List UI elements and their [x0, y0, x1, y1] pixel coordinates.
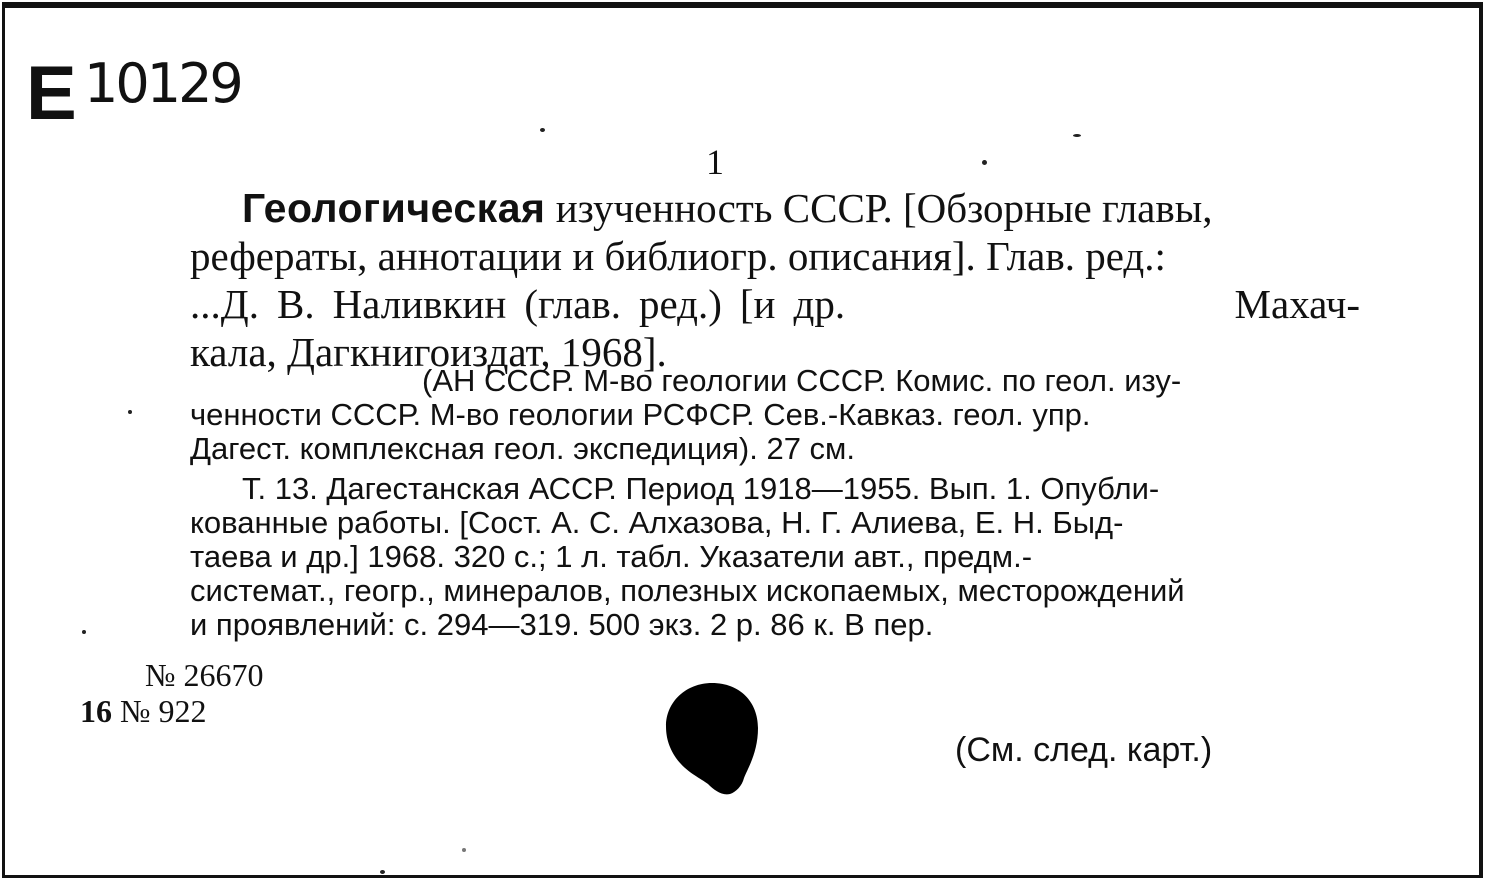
- volume-description: [190, 472, 1360, 642]
- title-word: Наливкин: [332, 281, 507, 327]
- title-word: аннотации: [377, 233, 563, 279]
- title-line: [190, 232, 1360, 280]
- title-word: главы,: [1101, 185, 1213, 231]
- title-word: ред.): [638, 281, 722, 327]
- speck: [128, 410, 132, 414]
- title-word: Глав.: [986, 233, 1075, 279]
- registration-value: № 922: [120, 693, 207, 729]
- title-word: Махач-: [1234, 281, 1360, 327]
- title-word: СССР.: [782, 185, 893, 231]
- series-line: ченности СССР. М-во геологии РСФСР. Сев.-Кавказ. геол. упр.: [190, 397, 1091, 432]
- title-word: рефераты,: [190, 233, 368, 279]
- speck: [82, 630, 86, 634]
- continuation-note: (См. след. карт.): [955, 731, 1213, 769]
- punch-hole: [664, 680, 760, 796]
- title-word: (глав.: [524, 281, 621, 327]
- title-word: др.: [793, 281, 846, 327]
- speck: [540, 128, 545, 132]
- registration-prefix: 16: [80, 693, 112, 729]
- title-word: изученность: [555, 185, 773, 231]
- title-word: [Обзорные: [902, 185, 1092, 231]
- series-line: Дагест. комплексная геол. экспедиция). 27 см.: [190, 431, 855, 466]
- speck: [462, 848, 466, 852]
- title-entry: [190, 184, 1360, 376]
- title-word: и: [572, 233, 595, 279]
- speck: [1073, 134, 1081, 137]
- registration-number-2: [80, 694, 207, 728]
- title-word: ред.:: [1085, 233, 1166, 279]
- title-headword: Геологическая: [242, 185, 546, 231]
- title-word: В.: [276, 281, 315, 327]
- title-word: библиогр.: [604, 233, 778, 279]
- series-line: (АН СССР. М-во геологии СССР. Комис. по геол. изу-: [422, 363, 1182, 398]
- title-word: кала, Дагкнигоиздат, 1968].: [190, 329, 667, 375]
- volume-line: таева и др.] 1968. 320 с.; 1 л. табл. Указатели авт., предм.-: [190, 539, 1033, 574]
- catalog-number: 10129: [84, 52, 241, 115]
- card-border-top: [5, 5, 1479, 8]
- title-word: описания].: [787, 233, 976, 279]
- title-word: ...Д.: [190, 281, 259, 327]
- volume-line: и проявлений: с. 294—319. 500 экз. 2 р. 86 к. В пер.: [190, 607, 934, 642]
- card-number: 1: [706, 142, 724, 182]
- volume-line: системат., геогр., минералов, полезных ископаемых, месторождений: [190, 573, 1185, 608]
- speck: [982, 160, 987, 165]
- volume-line: кованные работы. [Сост. А. С. Алхазова, Н. Г. Алиева, Е. Н. Быд-: [190, 505, 1124, 540]
- registration-number: № 26670: [145, 657, 264, 693]
- series-note: [190, 364, 1360, 466]
- speck: [380, 870, 385, 874]
- catalog-letter: E: [26, 51, 75, 136]
- title-line: [190, 280, 1360, 328]
- title-line: [190, 184, 1360, 232]
- title-word: [и: [739, 281, 776, 327]
- volume-line: Т. 13. Дагестанская АССР. Период 1918—1955. Вып. 1. Опубли-: [242, 471, 1160, 506]
